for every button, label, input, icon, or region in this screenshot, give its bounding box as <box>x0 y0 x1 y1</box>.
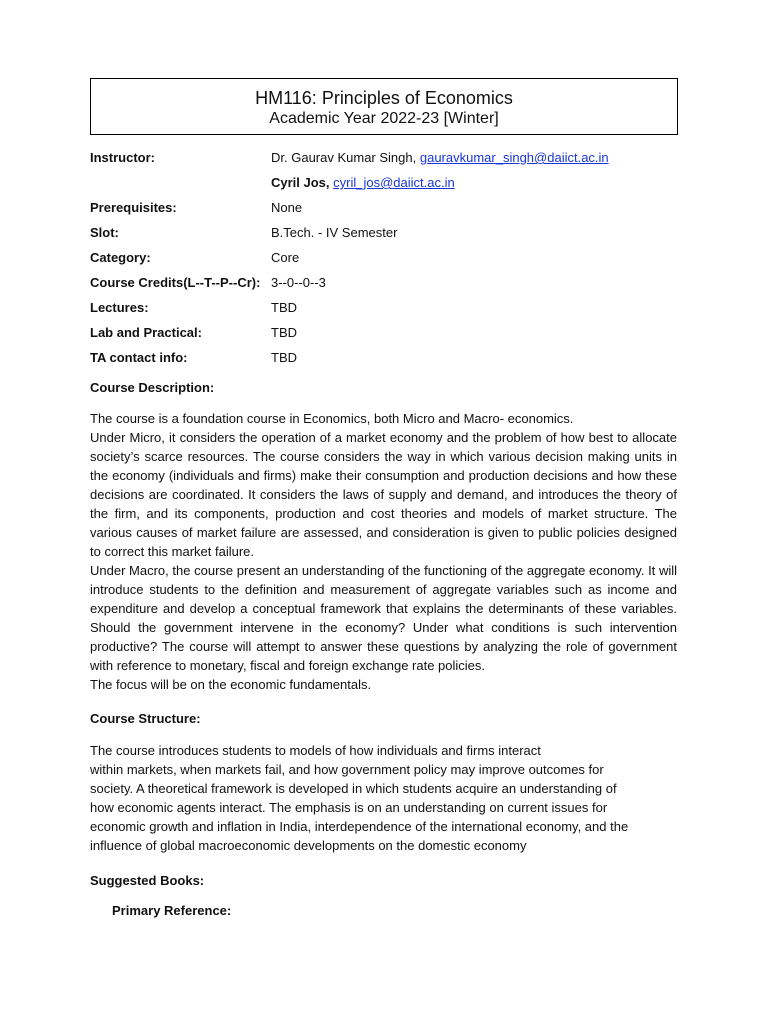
course-title <box>91 87 677 109</box>
ta-label: TA contact info: <box>90 350 188 365</box>
category-label: Category: <box>90 250 151 265</box>
prerequisites-label: Prerequisites: <box>90 200 177 215</box>
description-heading: Course Description: <box>90 380 215 395</box>
slot-row <box>90 223 690 248</box>
structure-line: society. A theoretical framework is developed in which students acquire an understanding of <box>90 781 617 796</box>
academic-year: Academic Year 2022-23 [Winter] <box>269 110 499 127</box>
category-value: Core <box>271 250 300 265</box>
credits-label: Course Credits(L--T--P--Cr): <box>90 275 261 290</box>
lectures-value: TBD <box>271 300 297 315</box>
instructor-email-2-link[interactable]: cyril_jos@daiict.ac.in <box>333 175 455 190</box>
category-row <box>90 248 690 273</box>
ta-value: TBD <box>271 350 297 365</box>
lab-row <box>90 323 690 348</box>
lab-value: TBD <box>271 325 297 340</box>
structure-body <box>90 741 677 855</box>
lectures-row <box>90 298 690 323</box>
description-paragraph-3: Under Macro, the course present an understanding of the functioning of the aggregate economy. It will introduce students to the definition and measurement of aggregate variables such as income and expenditure and develop a conceptual framework that explains the determinants of these variables. Should the government intervene in the economy? Under what conditions is such intervention productive? The course will attempt to answer these questions by analyzing the role of government with reference to monetary, fiscal and foreign exchange rate policies. <box>90 563 677 673</box>
prerequisites-value: None <box>271 200 303 215</box>
description-paragraph-4: The focus will be on the economic fundamentals. <box>90 677 372 692</box>
ta-row <box>90 348 690 373</box>
instructor-row <box>90 148 690 173</box>
structure-heading: Course Structure: <box>90 711 201 726</box>
credits-row <box>90 273 690 298</box>
prerequisites-row <box>90 198 690 223</box>
instructor-label: Instructor: <box>90 150 155 165</box>
credits-value: 3--0--0--3 <box>271 275 326 290</box>
lab-label: Lab and Practical: <box>90 325 202 340</box>
instructor-name-2: Cyril Jos, <box>271 175 330 190</box>
lectures-label: Lectures: <box>90 300 149 315</box>
primary-reference-heading: Primary Reference: <box>112 903 232 918</box>
structure-line: economic growth and inflation in India, interdependence of the international economy, and the <box>90 819 629 834</box>
books-heading: Suggested Books: <box>90 873 205 888</box>
instructor-email-1-link[interactable]: gauravkumar_singh@daiict.ac.in <box>419 150 609 165</box>
structure-line: within markets, when markets fail, and how government policy may improve outcomes for <box>90 762 604 777</box>
title-box <box>90 78 678 135</box>
slot-label: Slot: <box>90 225 119 240</box>
course-info <box>90 148 690 373</box>
course-code: HM116: <box>255 88 317 108</box>
instructor-name-1: Dr. Gaurav Kumar Singh, <box>271 150 417 165</box>
description-paragraph-1: The course is a foundation course in Economics, both Micro and Macro- economics. <box>90 411 574 426</box>
instructor-value <box>271 148 609 168</box>
structure-line: influence of global macroeconomic developments on the domestic economy <box>90 838 527 853</box>
structure-line: The course introduces students to models of how individuals and firms interact <box>90 743 541 758</box>
course-name: Principles of Economics <box>321 88 513 108</box>
instructor-row-2 <box>90 173 690 198</box>
instructor-value-2 <box>271 173 455 193</box>
description-body <box>90 409 677 694</box>
slot-value: B.Tech. - IV Semester <box>271 225 398 240</box>
description-paragraph-2: Under Micro, it considers the operation of a market economy and the problem of how best to allocate society’s scarce resources. The course considers the way in which various decision making units in the economy (individuals and firms) make their consumption and production decisions and how these decisions are coordinated. It considers the laws of supply and demand, and introduces the theory of the firm, and its components, production and cost theories and models of market structure. The various causes of market failure are assessed, and consideration is given to public policies designed to correct this market failure. <box>90 430 677 559</box>
structure-line: how economic agents interact. The emphasis is on an understanding on current issues for <box>90 800 608 815</box>
